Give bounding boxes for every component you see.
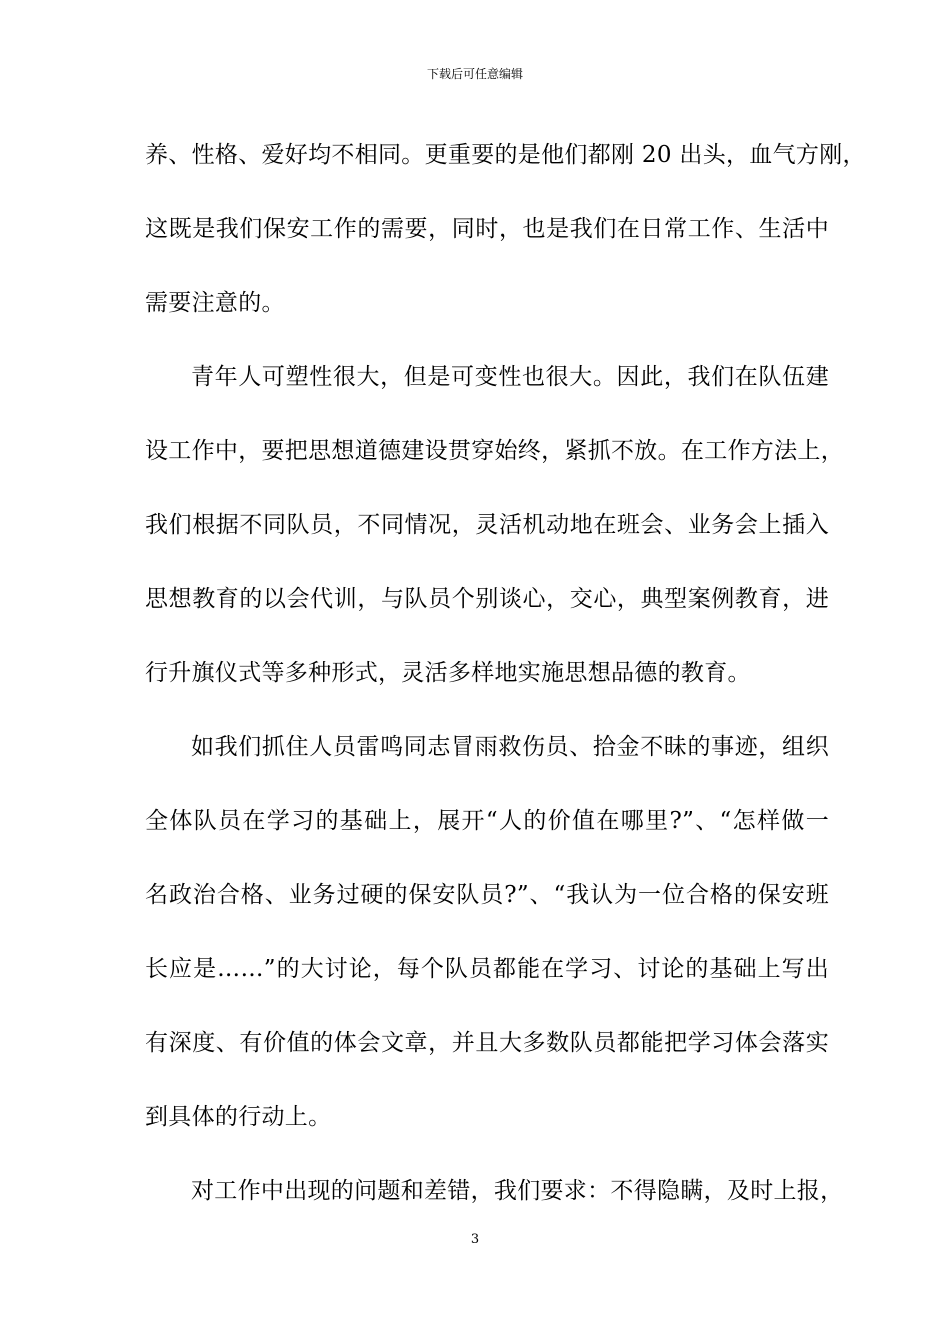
text-line: 全体队员在学习的基础上，展开“人的价值在哪里?”、“怎样做一 bbox=[145, 808, 829, 834]
text-line: 思想教育的以会代训，与队员个别谈心，交心，典型案例教育，进 bbox=[145, 586, 829, 612]
text-line: 设工作中，要把思想道德建设贯穿始终，紧抓不放。在工作方法上， bbox=[145, 438, 844, 464]
text-line: 有深度、有价值的体会文章，并且大多数队员都能把学习体会落实 bbox=[145, 1030, 829, 1056]
text-line: 养、性格、爱好均不相同。更重要的是他们都刚 20 出头，血气方刚， bbox=[145, 142, 866, 168]
text-line: 如我们抓住人员雷鸣同志冒雨救伤员、拾金不昧的事迹，组织 bbox=[191, 734, 829, 760]
text-line: 长应是……”的大讨论，每个队员都能在学习、讨论的基础上写出 bbox=[145, 956, 829, 982]
text-line: 这既是我们保安工作的需要，同时，也是我们在日常工作、生活中 bbox=[145, 216, 829, 242]
paragraph-1 bbox=[145, 126, 866, 348]
document-body bbox=[145, 126, 866, 1236]
text-line: 名政治合格、业务过硬的保安队员?”、“我认为一位合格的保安班 bbox=[145, 882, 829, 908]
page-number: 3 bbox=[470, 1232, 480, 1247]
text-line: 到具体的行动上。 bbox=[145, 1104, 332, 1130]
paragraph-3 bbox=[145, 718, 829, 1162]
text-line: 青年人可塑性很大，但是可变性也很大。因此，我们在队伍建 bbox=[191, 364, 829, 390]
text-line: 行升旗仪式等多种形式，灵活多样地实施思想品德的教育。 bbox=[145, 660, 751, 686]
text-line: 对工作中出现的问题和差错，我们要求：不得隐瞒，及时上报， bbox=[191, 1178, 844, 1204]
text-line: 需要注意的。 bbox=[145, 290, 285, 316]
paragraph-2 bbox=[145, 348, 844, 718]
page-header: 下载后可任意编辑 bbox=[426, 67, 523, 81]
text-line: 我们根据不同队员，不同情况，灵活机动地在班会、业务会上插入 bbox=[145, 512, 829, 538]
paragraph-4 bbox=[145, 1162, 844, 1236]
